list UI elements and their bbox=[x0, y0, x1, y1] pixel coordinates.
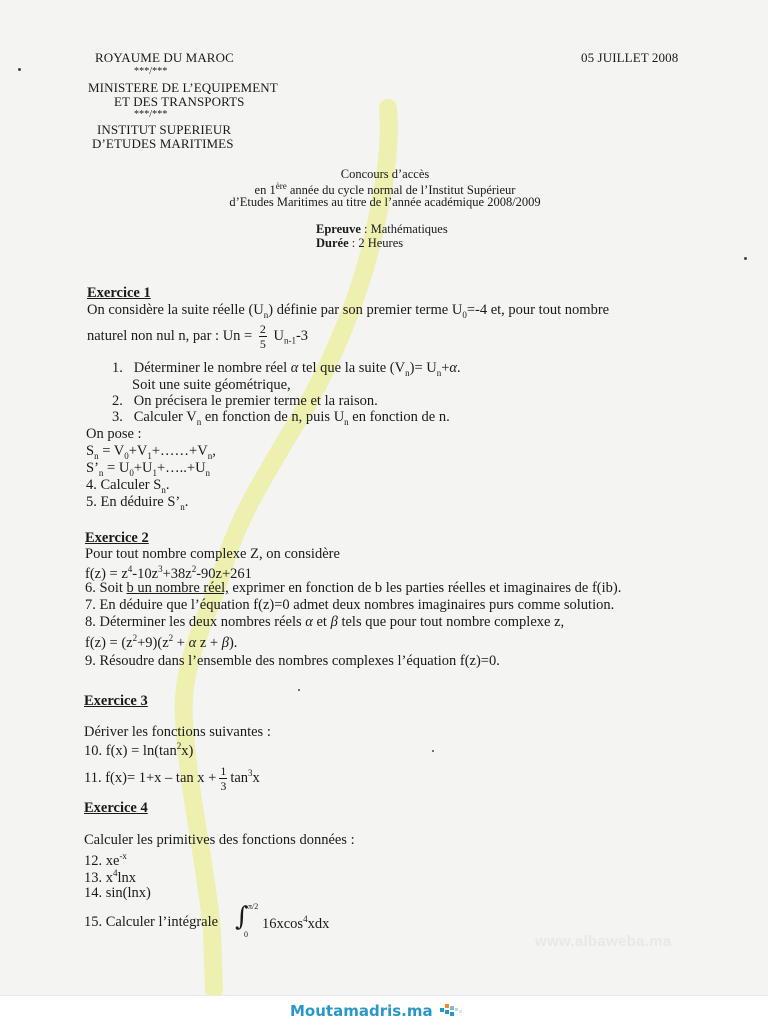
question-8: 8. Déterminer les deux nombres réels α et β tels que pour tout nombre complexe z, bbox=[85, 614, 565, 630]
question-4: 4. Calculer $S_n$. bbox=[86, 477, 170, 495]
exercise-1-title: Exercice 1 bbox=[87, 285, 151, 301]
exercise-4-intro: Calculer les primitives des fonctions données : bbox=[84, 832, 355, 848]
footer-bar bbox=[0, 995, 768, 1025]
concours-line-3: d’Etudes Maritimes au titre de l’année académique 2008/2009 bbox=[229, 195, 541, 209]
separator-1: ***/*** bbox=[134, 66, 168, 77]
integral-expression: 16xcos$^4$xdx bbox=[262, 914, 330, 932]
exercise-2-title: Exercice 2 bbox=[85, 530, 149, 546]
on-pose: On pose : bbox=[86, 426, 142, 442]
exercise-1-recurrence: naturel non nul n, par : Un = $\frac{2}{5}$ $U_{n-1}-3$ bbox=[87, 322, 309, 351]
epreuve-line: Epreuve : Mathématiques bbox=[316, 222, 448, 236]
scan-speck bbox=[744, 257, 747, 260]
duree-line: Durée : 2 Heures bbox=[316, 236, 404, 250]
sn-definition: $S_n$ = $V_0+V_1+\dots\dots+V_n$, bbox=[86, 443, 216, 461]
question-2: 2. On précisera le premier terme et la raison. bbox=[112, 393, 378, 409]
concours-line-2: en 1ère année du cycle normal de l’Institut Supérieur bbox=[254, 181, 516, 198]
integral-upper-bound: π/2 bbox=[248, 902, 259, 911]
fraction-2-5: $\frac{2}{5}$ bbox=[259, 322, 266, 351]
exercise-2-intro: Pour tout nombre complexe Z, on considère bbox=[85, 546, 340, 562]
integral-lower-bound: 0 bbox=[244, 930, 248, 939]
question-12: 12. $xe^{-x}$ bbox=[84, 851, 127, 869]
integral-sign: ∫ bbox=[235, 902, 249, 932]
exercise-3-title: Exercice 3 bbox=[84, 693, 148, 709]
footer-brand[interactable]: Moutamadris.ma bbox=[290, 1002, 433, 1020]
question-14: 14. sin(lnx) bbox=[84, 885, 151, 901]
fraction-1-3: $\frac{1}{3}$ bbox=[220, 764, 227, 793]
question-15: 15. Calculer l’intégrale bbox=[84, 914, 219, 930]
question-8-factorization: $f(z) = (z^2+9)(z^2 + \alpha$ z + β). bbox=[85, 633, 238, 651]
exercise-3-intro: Dériver les fonctions suivantes : bbox=[84, 724, 271, 740]
ministry-line-1: MINISTERE DE L’EQUIPEMENT bbox=[88, 80, 278, 95]
question-6: 6. Soit b un nombre réel, exprimer en fonction de b les parties réelles et imaginaires de f(ib). bbox=[85, 580, 622, 596]
scan-speck bbox=[298, 689, 300, 691]
question-1-line-2: Soit une suite géométrique, bbox=[132, 377, 291, 393]
concours-title: Concours d’accès bbox=[340, 167, 430, 181]
question-5: 5. En déduire $S’_n$. bbox=[86, 494, 189, 512]
exam-date: 05 JUILLET 2008 bbox=[581, 50, 679, 65]
question-10: 10. $f(x) = \ln(\tan^2x)$ bbox=[84, 741, 194, 759]
spn-definition: $S’_n$ = $U_0+U_1+\dots..+U_n$ bbox=[86, 460, 211, 478]
question-13: 13. $x^4\ln x$ bbox=[84, 868, 137, 886]
exercise-1-intro: On considère la suite réelle $(U_n)$ définie par son premier terme $U_0=-4$ et, pour tout nombre bbox=[87, 302, 610, 320]
question-11: 11. f(x)= 1+x – tan x + $\frac{1}{3}$ $\tan^3x$ bbox=[84, 764, 260, 793]
watermark: www.albaweba.ma bbox=[535, 933, 672, 950]
exercise-4-title: Exercice 4 bbox=[84, 800, 148, 816]
kingdom-name: ROYAUME DU MAROC bbox=[95, 50, 234, 65]
institute-line-1: INSTITUT SUPERIEUR bbox=[97, 122, 232, 137]
question-7: 7. En déduire que l’équation f(z)=0 admet deux nombres imaginaires purs comme solution. bbox=[85, 597, 615, 613]
institute-line-2: D’ETUDES MARITIMES bbox=[92, 136, 234, 151]
scan-speck bbox=[432, 750, 434, 752]
brand-logo-icon bbox=[440, 1004, 470, 1020]
separator-2: ***/*** bbox=[134, 109, 168, 120]
question-3: 3. Calculer $V_n$ en fonction de n, puis $U_n$ en fonction de n. bbox=[112, 409, 450, 427]
question-9: 9. Résoudre dans l’ensemble des nombres complexes l’équation f(z)=0. bbox=[85, 653, 500, 669]
ministry-line-2: ET DES TRANSPORTS bbox=[114, 94, 245, 109]
scan-speck bbox=[18, 68, 21, 71]
polynomial-f: $f(z) = z^4-10z^3+38z^2-90z+261$ bbox=[85, 564, 252, 582]
question-1: 1. Déterminer le nombre réel α tel que la suite $(V_n)= U_n+\alpha$. bbox=[112, 360, 461, 378]
